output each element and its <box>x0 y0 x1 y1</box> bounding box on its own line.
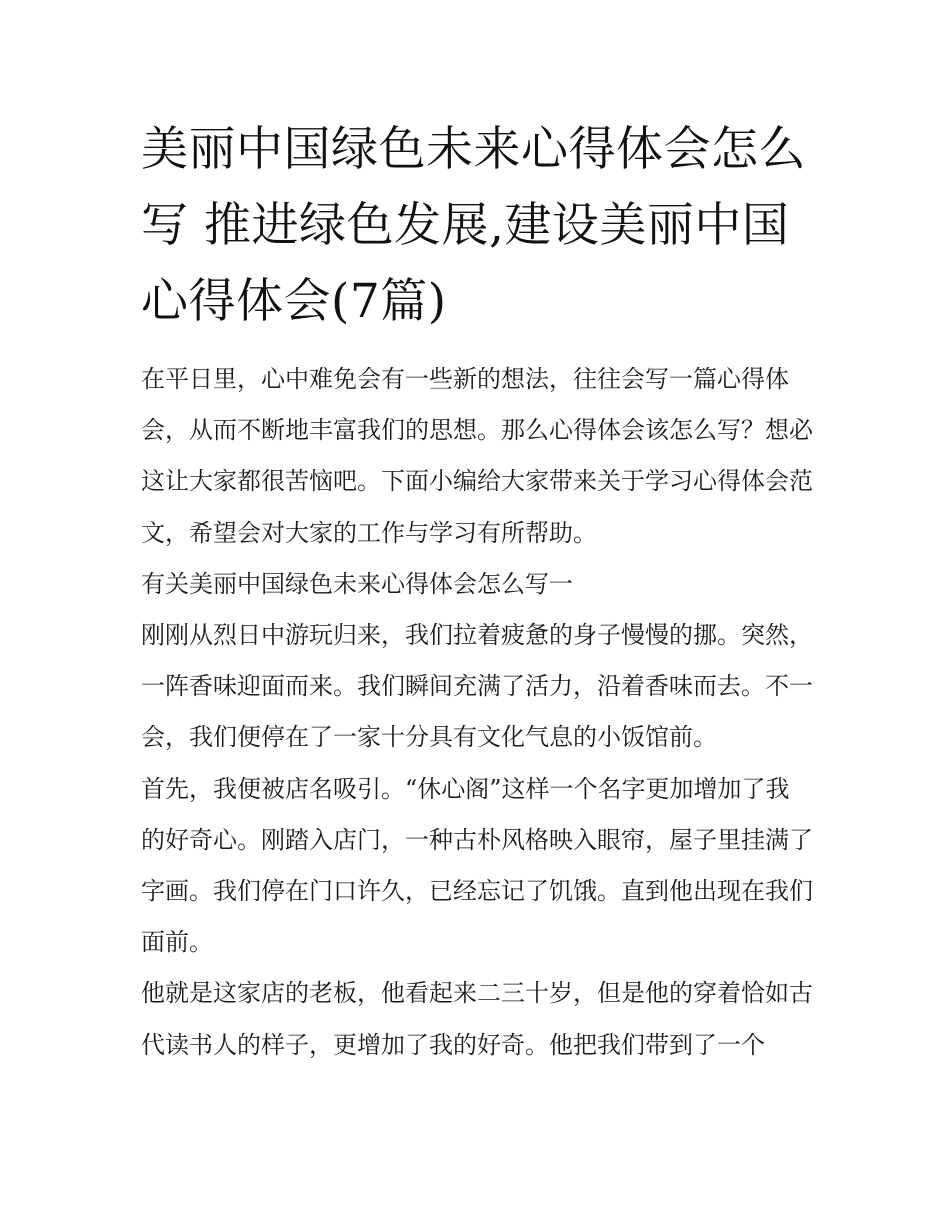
document-title: 美丽中国绿色未来心得体会怎么写 推进绿色发展,建设美丽中国心得体会(7篇) <box>141 122 806 329</box>
document-page <box>141 112 813 1071</box>
body-paragraph: 他就是这家店的老板，他看起来二三十岁，但是他的穿着恰如古代读书人的样子，更增加了我的好奇。他把我们带到了一个 <box>141 979 813 1059</box>
body-paragraph: 刚刚从烈日中游玩归来，我们拉着疲惫的身子慢慢的挪。突然，一阵香味迎面而来。我们瞬间充满了活力，沿着香味而去。不一会，我们便停在了一家十分具有文化气息的小饭馆前。 <box>141 621 813 752</box>
body-paragraph: 首先，我便被店名吸引。“休心阁”这样一个名字更加增加了我的好奇心。刚踏入店门，一种古朴风格映入眼帘，屋子里挂满了字画。我们停在门口许久，已经忘记了饥饿。直到他出现在我们面前。 <box>141 774 813 957</box>
intro-paragraph: 在平日里，心中难免会有一些新的想法，往往会写一篇心得体会，从而不断地丰富我们的思想。那么心得体会该怎么写？想必这让大家都很苦恼吧。下面小编给大家带来关于学习心得体会范文，希望会对大家的工作与学习有所帮助。 <box>141 365 813 547</box>
section-heading: 有关美丽中国绿色未来心得体会怎么写一 <box>141 569 573 598</box>
